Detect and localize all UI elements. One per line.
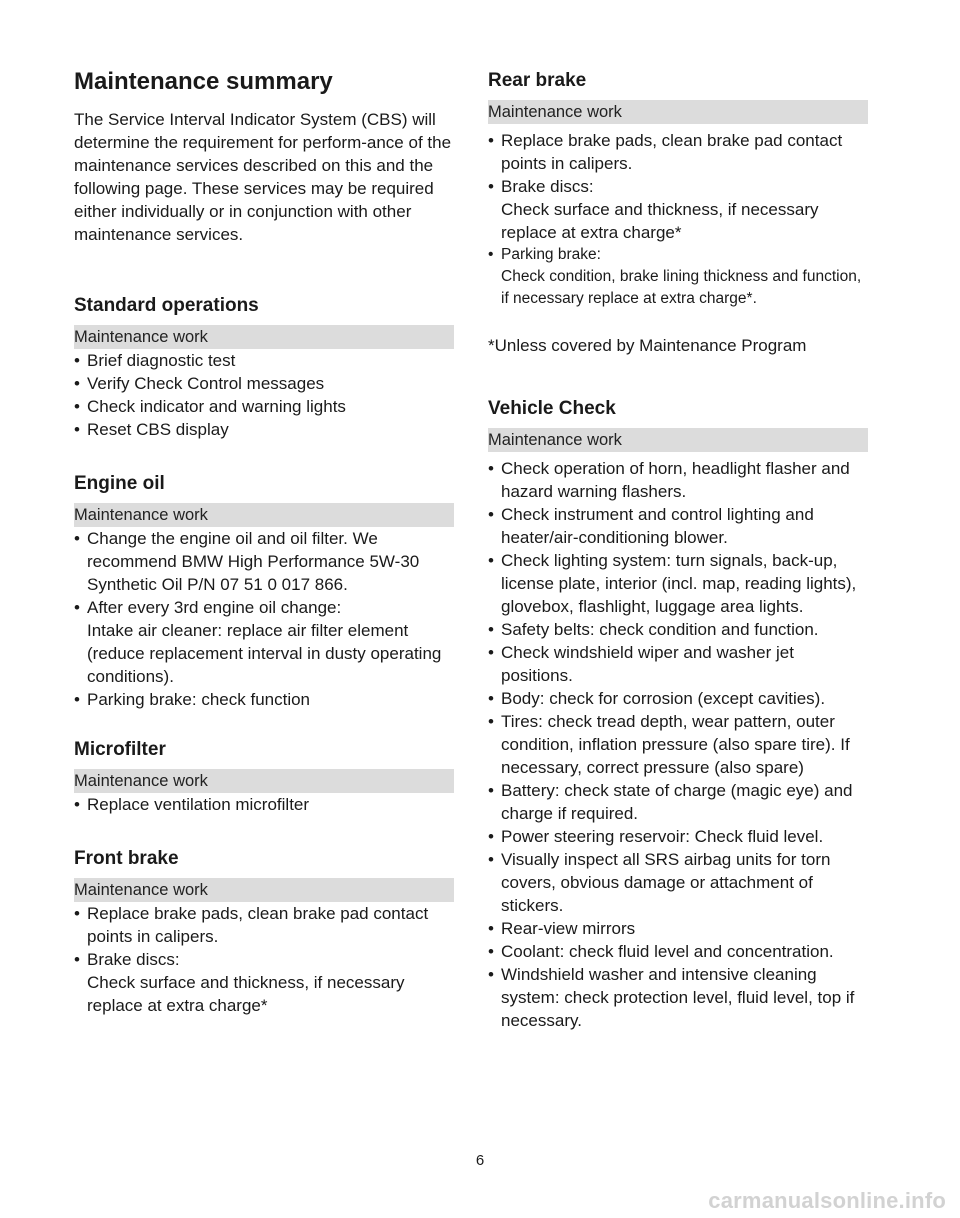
section-title: Engine oil	[74, 473, 165, 494]
section-title: Front brake	[74, 848, 179, 869]
list-item: • Parking brake: check function	[74, 688, 454, 711]
list-item: • Rear-view mirrors	[488, 917, 868, 940]
footnote: *Unless covered by Maintenance Program	[488, 336, 807, 355]
section-title: Standard operations	[74, 295, 259, 316]
list-item: • Coolant: check fluid level and concentration.	[488, 940, 868, 963]
intro-paragraph: The Service Interval Indicator System (CBS) will determine the requirement for perform-ance of the maintenance services described on this and the following page. These services may be required either individually or in conjunction with other maintenance services.	[74, 110, 452, 244]
maintenance-work-bar: Maintenance work	[74, 878, 454, 902]
item-list-small	[488, 244, 868, 310]
list-item: • Replace brake pads, clean brake pad contact points in calipers.	[488, 129, 868, 175]
item-list	[74, 793, 454, 816]
list-item: • Check lighting system: turn signals, back-up, license plate, interior (incl. map, reading lights), glovebox, flashlight, luggage area lights.	[488, 549, 868, 618]
list-item: • Change the engine oil and oil filter. We recommend BMW High Performance 5W-30 Synthetic Oil P/N 07 51 0 017 866.	[74, 527, 454, 596]
list-item: • Safety belts: check condition and function.	[488, 618, 868, 641]
list-item: • Replace ventilation microfilter	[74, 793, 454, 816]
list-item: • Power steering reservoir: Check fluid level.	[488, 825, 868, 848]
item-list	[74, 349, 454, 441]
rear-brake-section	[488, 67, 868, 310]
list-item: • Battery: check state of charge (magic eye) and charge if required.	[488, 779, 868, 825]
maintenance-work-bar: Maintenance work	[74, 769, 454, 793]
vehicle-check-section	[488, 395, 868, 1032]
list-item: • Verify Check Control messages	[74, 372, 454, 395]
item-list	[74, 902, 454, 1017]
list-item: • Check instrument and control lighting and heater/air-conditioning blower.	[488, 503, 868, 549]
section-title: Rear brake	[488, 70, 587, 91]
list-item: • After every 3rd engine oil change: Intake air cleaner: replace air filter element (reduce replacement interval in dusty operating conditions).	[74, 596, 454, 688]
list-item: • Visually inspect all SRS airbag units for torn covers, obvious damage or attachment of stickers.	[488, 848, 868, 917]
list-item: • Reset CBS display	[74, 418, 454, 441]
section-title: Microfilter	[74, 739, 166, 760]
item-list	[488, 129, 868, 244]
list-item: • Brake discs: Check surface and thickness, if necessary replace at extra charge*	[488, 175, 868, 244]
page-title: Maintenance summary	[74, 68, 333, 95]
list-item: • Tires: check tread depth, wear pattern, outer condition, inflation pressure (also spare tire). If necessary, correct pressure (also spare)	[488, 710, 868, 779]
engine-oil-section	[74, 470, 454, 711]
page-number: 6	[475, 1152, 485, 1169]
maintenance-work-bar: Maintenance work	[488, 100, 868, 124]
list-item: • Body: check for corrosion (except cavities).	[488, 687, 868, 710]
list-item: • Check indicator and warning lights	[74, 395, 454, 418]
list-item: • Brake discs: Check surface and thickness, if necessary replace at extra charge*	[74, 948, 454, 1017]
list-item: • Windshield washer and intensive cleaning system: check protection level, fluid level, top if necessary.	[488, 963, 868, 1032]
maintenance-work-bar: Maintenance work	[74, 503, 454, 527]
maintenance-work-bar: Maintenance work	[488, 428, 868, 452]
list-item: • Replace brake pads, clean brake pad contact points in calipers.	[74, 902, 454, 948]
section-title: Vehicle Check	[488, 398, 616, 419]
list-item: • Check windshield wiper and washer jet positions.	[488, 641, 868, 687]
list-item: • Brief diagnostic test	[74, 349, 454, 372]
front-brake-section	[74, 845, 454, 1017]
watermark: carmanualsonline.info	[708, 1188, 946, 1213]
item-list	[488, 457, 868, 1032]
item-list	[74, 527, 454, 711]
list-item: • Check operation of horn, headlight flasher and hazard warning flashers.	[488, 457, 868, 503]
standard-operations-section	[74, 292, 454, 441]
list-item: • Parking brake: Check condition, brake lining thickness and function, if necessary replace at extra charge*.	[488, 244, 868, 310]
maintenance-work-bar: Maintenance work	[74, 325, 454, 349]
microfilter-section	[74, 736, 454, 816]
